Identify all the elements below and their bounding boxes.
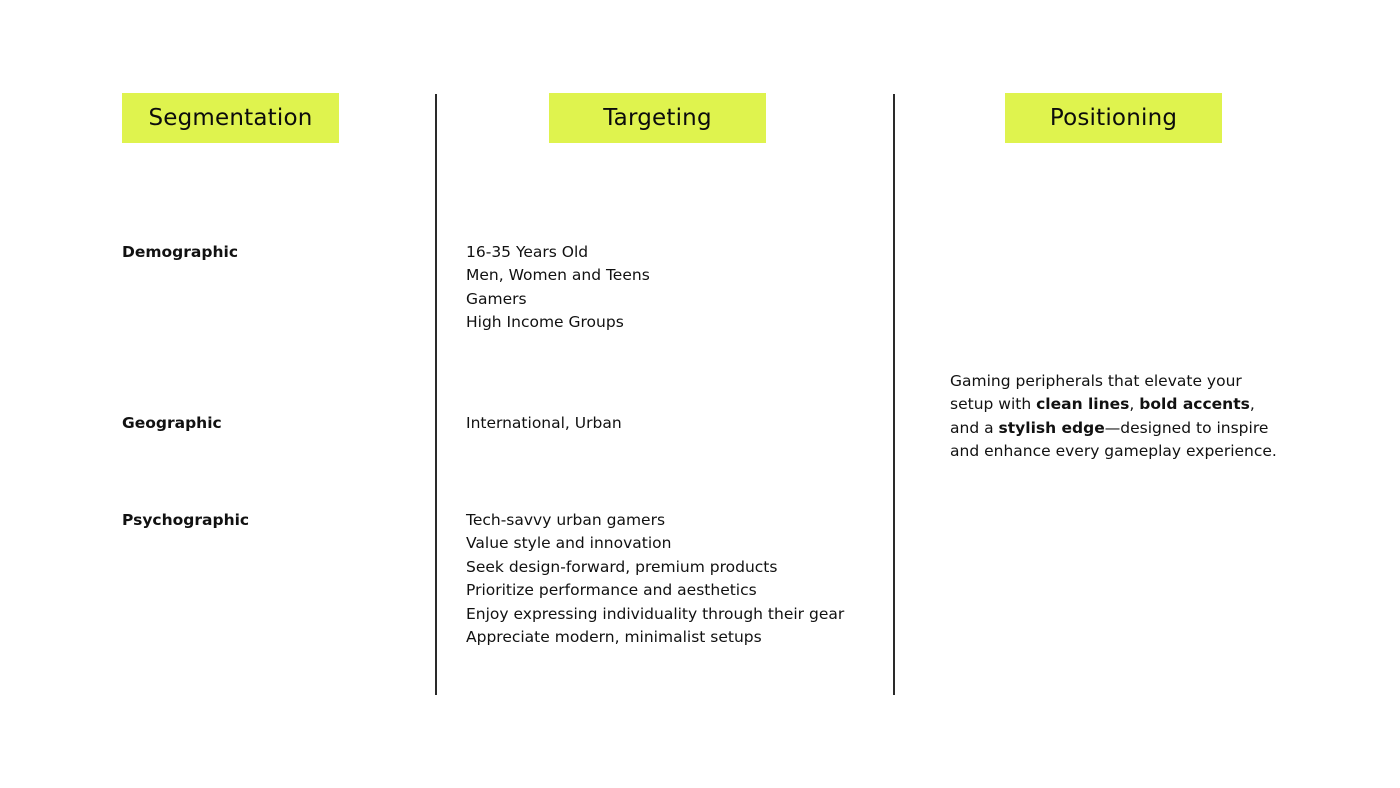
positioning-text-part: , and a (950, 395, 1255, 437)
positioning-bold-phrase: bold accents (1139, 395, 1250, 414)
segment-label-geographic: Geographic (122, 414, 222, 432)
targeting-list-demographic (466, 241, 650, 335)
target-item: Prioritize performance and aesthetics (466, 581, 757, 600)
column-divider-right (893, 94, 895, 695)
target-item: Tech-savvy urban gamers (466, 511, 666, 529)
target-item: Value style and innovation (466, 534, 672, 553)
targeting-list-psychographic (466, 509, 844, 649)
positioning-text-part: Gaming peripherals that elevate your setup with (950, 372, 1242, 414)
targeting-list-geographic (466, 412, 622, 435)
positioning-text-part: , (1129, 395, 1140, 414)
target-item: High Income Groups (466, 313, 624, 332)
target-item: Gamers (466, 289, 527, 308)
column-divider-left (435, 94, 437, 695)
positioning-bold-phrase: stylish edge (998, 418, 1105, 437)
segment-label-psychographic: Psychographic (122, 511, 250, 529)
positioning-bold-phrase: clean lines (1036, 395, 1130, 414)
target-item: Seek design-forward, premium products (466, 557, 778, 576)
target-item: International, Urban (466, 414, 622, 432)
positioning-statement (950, 370, 1280, 464)
target-item: Men, Women and Teens (466, 266, 650, 285)
positioning-header: Positioning (1005, 93, 1222, 143)
segment-label-demographic: Demographic (122, 243, 239, 261)
target-item: 16-35 Years Old (466, 243, 589, 261)
targeting-header: Targeting (549, 93, 766, 143)
target-item: Enjoy expressing individuality through their gear (466, 604, 845, 623)
segmentation-header: Segmentation (122, 93, 339, 143)
positioning-text-part: —designed to inspire and enhance every gameplay experience. (950, 418, 1277, 461)
target-item: Appreciate modern, minimalist setups (466, 628, 762, 647)
